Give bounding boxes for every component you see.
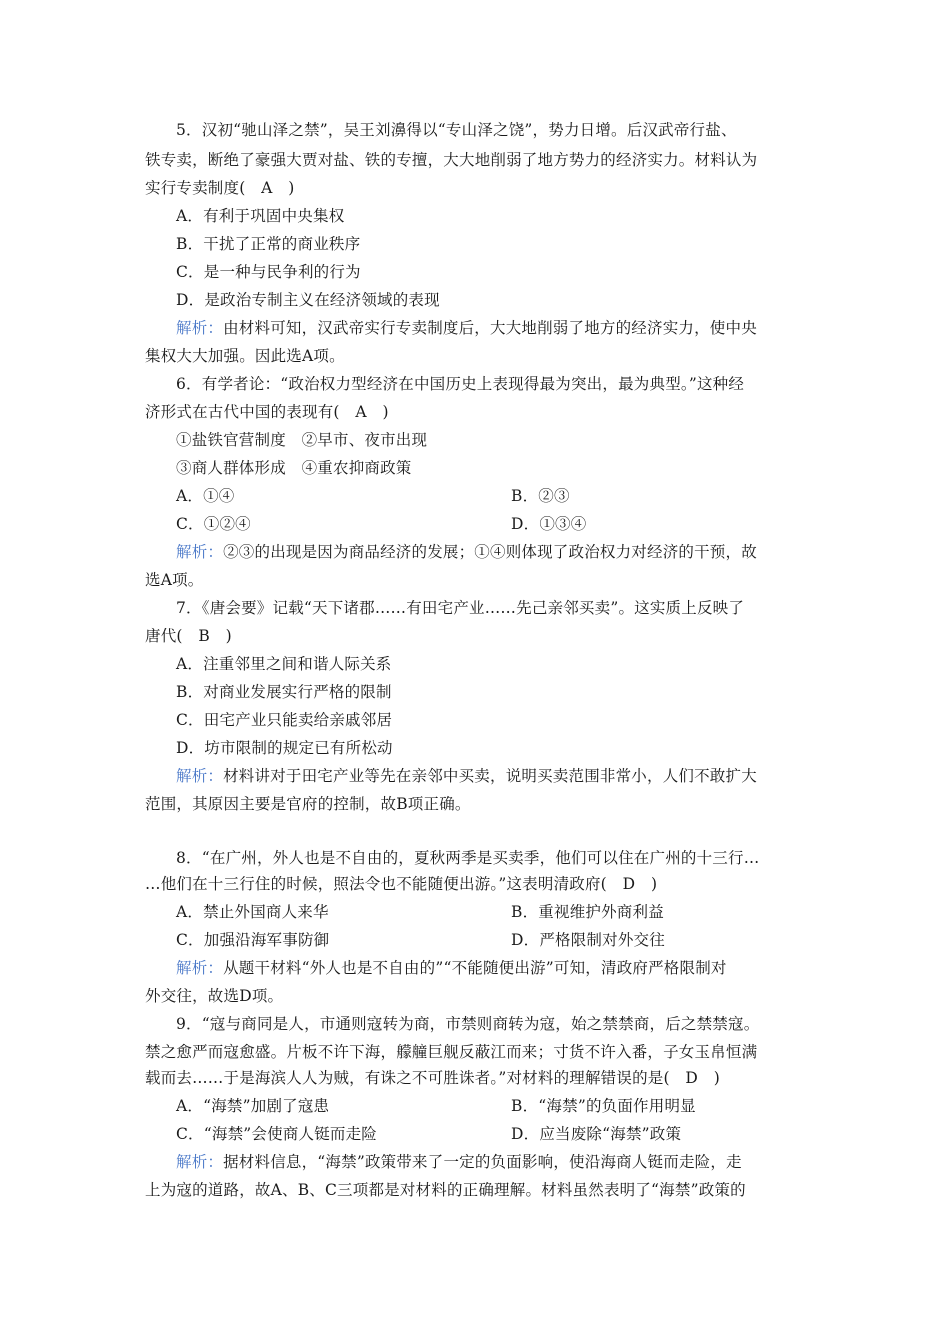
q6-explanation-line-2: 选A项。 — [145, 571, 204, 589]
q9-explanation-line-2: 上为寇的道路，故A、B、C三项都是对材料的正确理解。材料虽然表明了“海禁”政策的 — [145, 1181, 746, 1199]
q8-stem-line-2: …他们在十三行住的时候，照法令也不能随便出游。”这表明清政府( D ) — [145, 875, 658, 893]
q6-stem-line-1: 6．有学者论：“政治权力型经济在中国历史上表现得最为突出，最为典型。”这种经 — [176, 375, 745, 393]
q6-explanation-label: 解析： — [176, 543, 224, 561]
q8-explanation-text-1: 从题干材料“外人也是不自由的”“不能随便出游”可知，清政府严格限制对 — [223, 959, 727, 977]
q5-option-a: A．有利于巩固中央集权 — [176, 207, 345, 225]
q9-option-b: B．“海禁”的负面作用明显 — [511, 1097, 696, 1115]
q8-explanation-label: 解析： — [176, 959, 224, 977]
q8-explanation-line-2: 外交往，故选D项。 — [145, 987, 284, 1005]
q8-explanation-line-1 — [176, 954, 727, 982]
q9-stem-line-2: 禁之愈严而寇愈盛。片板不许下海，艨艟巨舰反蔽江而来；寸货不许入番，子女玉帛恒满 — [145, 1043, 758, 1061]
q5-explanation-text-1: 由材料可知，汉武帝实行专卖制度后，大大地削弱了地方的经济实力，使中央 — [223, 319, 757, 337]
q5-stem-line-2: 铁专卖，断绝了豪强大贾对盐、铁的专擅，大大地削弱了地方势力的经济实力。材料认为 — [145, 151, 758, 169]
q9-explanation-text-1: 据材料信息，“海禁”政策带来了一定的负面影响，使沿海商人铤而走险，走 — [223, 1153, 742, 1171]
q5-option-b: B．干扰了正常的商业秩序 — [176, 235, 361, 253]
q5-explanation-label: 解析： — [176, 319, 224, 337]
q7-option-c: C．田宅产业只能卖给亲戚邻居 — [176, 711, 393, 729]
q6-option-d: D．①③④ — [511, 515, 587, 533]
q7-option-d: D．坊市限制的规定已有所松动 — [176, 739, 393, 757]
q5-stem-line-1: 5．汉初“驰山泽之禁”，吴王刘濞得以“专山泽之饶”，势力日增。后汉武帝行盐、 — [176, 121, 737, 139]
q7-stem-line-1: 7．《唐会要》记载“天下诸郡……有田宅产业……先己亲邻买卖”。这实质上反映了 — [176, 599, 745, 617]
q5-option-d: D．是政治专制主义在经济领域的表现 — [176, 291, 440, 309]
q8-stem-line-1: 8．“在广州，外人也是不自由的，夏秋两季是买卖季，他们可以住在广州的十三行… — [176, 849, 760, 867]
q7-option-b: B．对商业发展实行严格的限制 — [176, 683, 392, 701]
q9-stem-line-3: 载而去……于是海滨人人为贼，有诛之不可胜诛者。”对材料的理解错误的是( D ) — [145, 1069, 720, 1087]
q9-option-d: D．应当废除“海禁”政策 — [511, 1125, 682, 1143]
q9-option-c: C．“海禁”会使商人铤而走险 — [176, 1125, 378, 1143]
q6-option-b: B．②③ — [511, 487, 570, 505]
q9-explanation-line-1 — [176, 1148, 742, 1176]
q6-option-a: A．①④ — [176, 487, 235, 505]
q5-option-c: C．是一种与民争利的行为 — [176, 263, 361, 281]
q9-stem-line-1: 9．“寇与商同是人，市通则寇转为商，市禁则商转为寇，始之禁禁商，后之禁禁寇。 — [176, 1015, 760, 1033]
q7-explanation-line-2: 范围，其原因主要是官府的控制，故B项正确。 — [145, 795, 471, 813]
q7-stem-line-2: 唐代( B ) — [145, 627, 232, 645]
q6-explanation-text-1: ②③的出现是因为商品经济的发展；①④则体现了政治权力对经济的干预，故 — [223, 543, 757, 561]
q5-explanation-line-1 — [176, 314, 757, 342]
q8-option-b: B．重视维护外商利益 — [511, 903, 664, 921]
q6-items-line-1: ①盐铁官营制度 ②早市、夜市出现 — [176, 431, 428, 449]
q9-option-a: A．“海禁”加剧了寇患 — [176, 1097, 330, 1115]
q7-explanation-text-1: 材料讲对于田宅产业等先在亲邻中买卖，说明买卖范围非常小，人们不敢扩大 — [223, 767, 757, 785]
q5-explanation-line-2: 集权大大加强。因此选A项。 — [145, 347, 345, 365]
q7-explanation-label: 解析： — [176, 767, 224, 785]
q9-explanation-label: 解析： — [176, 1153, 224, 1171]
q6-items-line-2: ③商人群体形成 ④重农抑商政策 — [176, 459, 412, 477]
q6-stem-line-2: 济形式在古代中国的表现有( A ) — [145, 403, 389, 421]
q6-option-c: C．①②④ — [176, 515, 251, 533]
q5-stem-line-3: 实行专卖制度( A ) — [145, 179, 295, 197]
q7-explanation-line-1 — [176, 762, 757, 790]
q8-option-d: D．严格限制对外交往 — [511, 931, 665, 949]
q8-option-c: C．加强沿海军事防御 — [176, 931, 330, 949]
q6-explanation-line-1 — [176, 538, 757, 566]
q8-option-a: A．禁止外国商人来华 — [176, 903, 329, 921]
q7-option-a: A．注重邻里之间和谐人际关系 — [176, 655, 392, 673]
